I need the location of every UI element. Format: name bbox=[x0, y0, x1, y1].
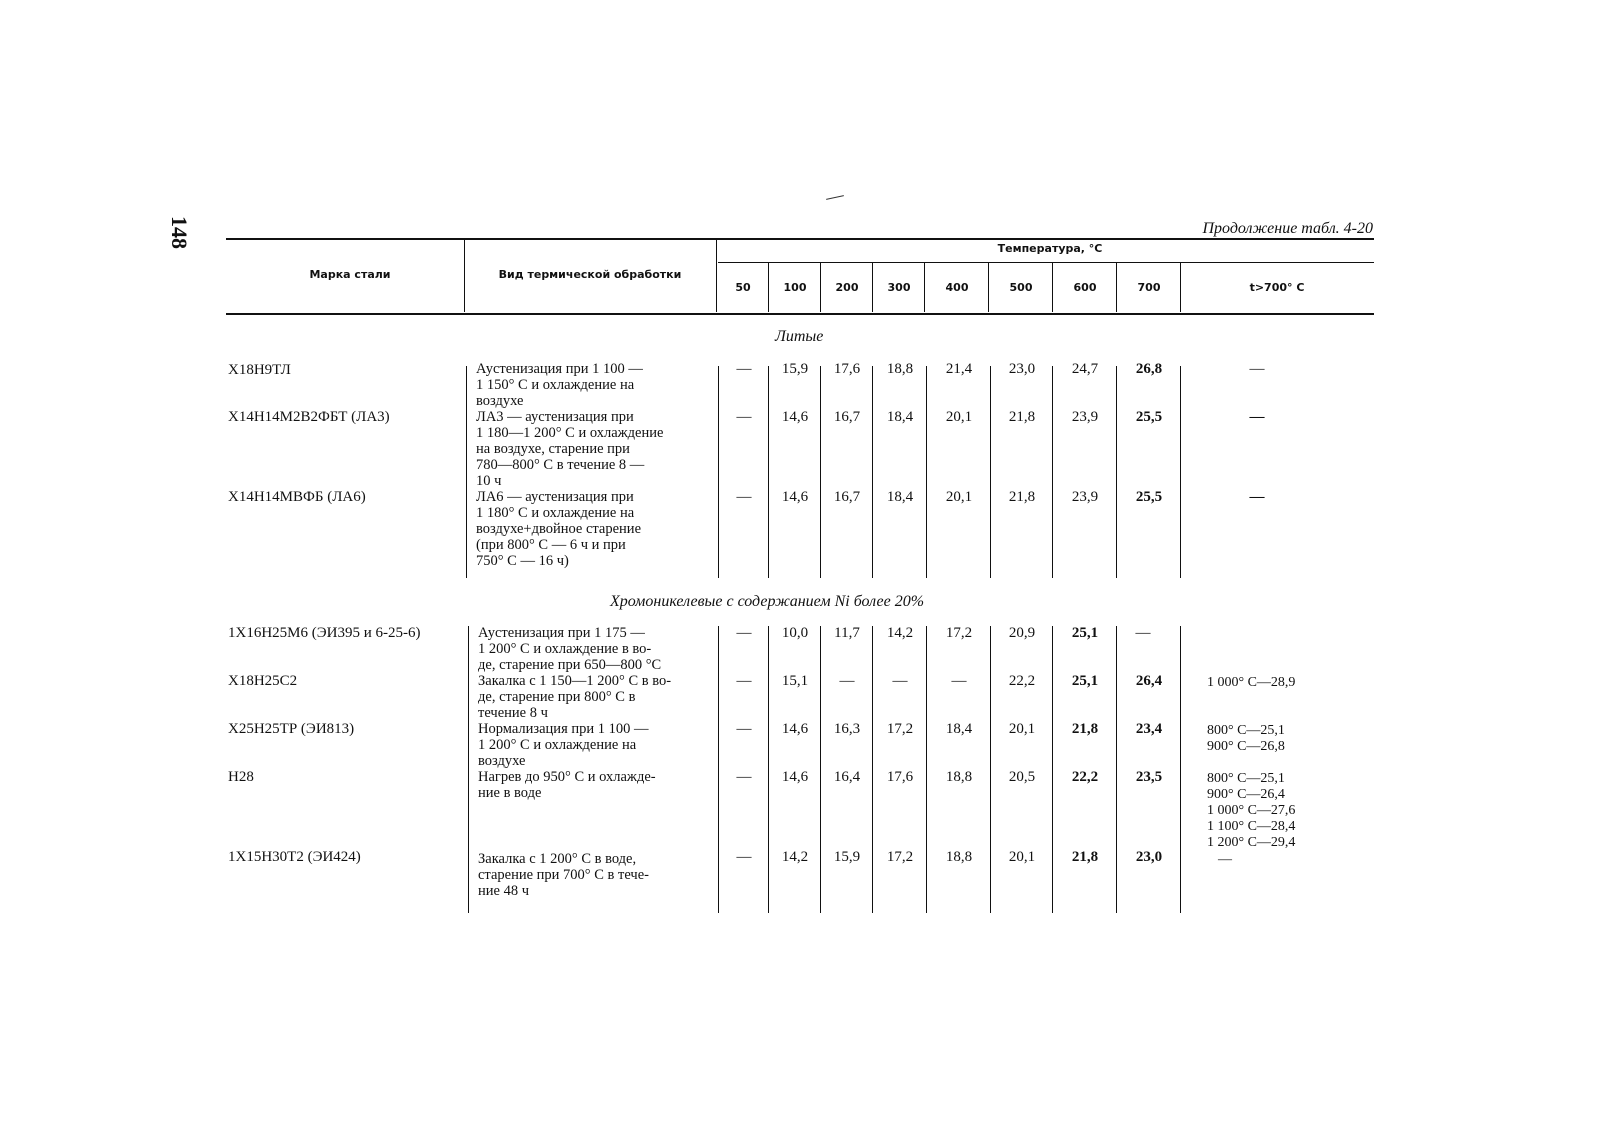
header-grade: Марка стали bbox=[309, 268, 391, 281]
body-divider bbox=[1180, 366, 1181, 578]
body-divider bbox=[718, 366, 719, 578]
heat-treatment: Нормализация при 1 100 — 1 200° С и охлаждение на воздухе bbox=[478, 721, 649, 769]
body-divider bbox=[872, 626, 873, 913]
value-100: 15,9 bbox=[781, 361, 809, 377]
header-divider bbox=[1052, 263, 1053, 312]
header-divider bbox=[872, 263, 873, 312]
heat-treatment: Нагрев до 950° С и охлажде- ние в воде bbox=[478, 769, 656, 801]
value-500: 20,5 bbox=[1008, 769, 1036, 785]
value-600: 23,9 bbox=[1071, 489, 1099, 505]
value-200: 11,7 bbox=[834, 625, 860, 641]
value-300: 14,2 bbox=[886, 625, 914, 641]
value-100: 14,6 bbox=[781, 489, 809, 505]
body-divider bbox=[1052, 626, 1053, 913]
value-100: 14,6 bbox=[781, 409, 809, 425]
value-700: — bbox=[1135, 625, 1151, 641]
value-300: 18,4 bbox=[886, 489, 914, 505]
value-700: 26,8 bbox=[1135, 361, 1163, 377]
header-divider bbox=[768, 263, 769, 312]
header-treatment: Вид термической обработки bbox=[498, 268, 682, 281]
value-600: 25,1 bbox=[1071, 673, 1099, 689]
body-divider bbox=[926, 626, 927, 913]
value-300: 17,2 bbox=[886, 849, 914, 865]
body-divider bbox=[1116, 626, 1117, 913]
value-700: 23,4 bbox=[1135, 721, 1163, 737]
value-100: 10,0 bbox=[781, 625, 809, 641]
value-300: 18,8 bbox=[886, 361, 914, 377]
value-400: 20,1 bbox=[945, 409, 973, 425]
header-temp-400: 400 bbox=[945, 281, 969, 294]
value-700: 25,5 bbox=[1135, 409, 1163, 425]
header-divider bbox=[988, 263, 989, 312]
page-number: 148 bbox=[167, 216, 192, 249]
value-600: 25,1 bbox=[1071, 625, 1099, 641]
value-600: 24,7 bbox=[1071, 361, 1099, 377]
value-above-700: — bbox=[1249, 361, 1265, 377]
value-50: — bbox=[736, 673, 752, 689]
value-200: 16,3 bbox=[833, 721, 861, 737]
header-temp-100: 100 bbox=[783, 281, 807, 294]
value-200: — bbox=[839, 673, 855, 689]
value-400: 21,4 bbox=[945, 361, 973, 377]
heat-treatment: Аустенизация при 1 100 — 1 150° С и охлаждение на воздухе bbox=[476, 361, 643, 409]
value-500: 21,8 bbox=[1008, 489, 1036, 505]
header-divider bbox=[924, 263, 925, 312]
value-300: — bbox=[892, 673, 908, 689]
header-divider bbox=[1116, 263, 1117, 312]
steel-grade: Х18Н25С2 bbox=[228, 673, 298, 689]
value-above-700: — bbox=[1249, 409, 1265, 425]
header-divider bbox=[1180, 263, 1181, 312]
section-title-chromium-nickel: Хромоникелевые с содержанием Ni более 20% bbox=[610, 593, 925, 610]
value-above-700: — bbox=[1249, 489, 1265, 505]
header-temp-500: 500 bbox=[1009, 281, 1033, 294]
value-above-700: 1 000° С—28,9 bbox=[1207, 675, 1296, 690]
body-divider bbox=[872, 366, 873, 578]
body-divider bbox=[466, 366, 467, 578]
value-200: 17,6 bbox=[833, 361, 861, 377]
value-400: 17,2 bbox=[945, 625, 973, 641]
value-500: 21,8 bbox=[1008, 409, 1036, 425]
value-700: 25,5 bbox=[1135, 489, 1163, 505]
header-temp-700: 700 bbox=[1137, 281, 1161, 294]
value-50: — bbox=[736, 361, 752, 377]
value-500: 20,1 bbox=[1008, 721, 1036, 737]
heat-treatment: ЛА3 — аустенизация при 1 180—1 200° С и охлаждение на воздухе, старение при 780—800° С в течение 8 — 10 ч bbox=[476, 409, 664, 489]
value-700: 26,4 bbox=[1135, 673, 1163, 689]
header-divider bbox=[716, 240, 717, 312]
body-divider bbox=[768, 626, 769, 913]
value-400: 20,1 bbox=[945, 489, 973, 505]
value-50: — bbox=[736, 409, 752, 425]
value-400: 18,8 bbox=[945, 849, 973, 865]
header-temp-above-700: t>700° С bbox=[1249, 281, 1305, 294]
steel-grade: 1Х16Н25М6 (ЭИ395 и 6-25-6) bbox=[228, 625, 421, 641]
top-rule bbox=[226, 238, 1374, 240]
stray-mark bbox=[826, 195, 844, 200]
steel-grade: Х14Н14МВФБ (ЛА6) bbox=[228, 489, 366, 505]
value-600: 21,8 bbox=[1071, 849, 1099, 865]
heat-treatment: Аустенизация при 1 175 — 1 200° С и охлаждение в во- де, старение при 650—800 °С bbox=[478, 625, 662, 673]
value-above-700: — bbox=[1218, 852, 1232, 867]
body-divider bbox=[820, 366, 821, 578]
value-50: — bbox=[736, 721, 752, 737]
body-divider bbox=[820, 626, 821, 913]
header-temp-600: 600 bbox=[1073, 281, 1097, 294]
value-above-700: 800° С—25,1 900° С—26,8 bbox=[1207, 723, 1285, 754]
value-600: 21,8 bbox=[1071, 721, 1099, 737]
heat-treatment: ЛА6 — аустенизация при 1 180° С и охлаждение на воздухе+двойное старение (при 800° С — 6 ч и при 750° С — 16 ч) bbox=[476, 489, 642, 569]
body-divider bbox=[1180, 626, 1181, 913]
steel-grade: Х14Н14М2В2ФБТ (ЛА3) bbox=[228, 409, 390, 425]
header-bottom-rule bbox=[226, 313, 1374, 315]
body-divider bbox=[926, 366, 927, 578]
value-700: 23,0 bbox=[1135, 849, 1163, 865]
value-100: 14,6 bbox=[781, 721, 809, 737]
value-400: 18,4 bbox=[945, 721, 973, 737]
body-divider bbox=[990, 366, 991, 578]
body-divider bbox=[1052, 366, 1053, 578]
value-100: 14,2 bbox=[781, 849, 809, 865]
value-700: 23,5 bbox=[1135, 769, 1163, 785]
body-divider bbox=[468, 626, 469, 913]
steel-grade: Х25Н25ТР (ЭИ813) bbox=[228, 721, 355, 737]
header-temp-50: 50 bbox=[735, 281, 751, 294]
steel-grade: 1Х15Н30Т2 (ЭИ424) bbox=[228, 849, 361, 865]
steel-grade: Н28 bbox=[228, 769, 254, 785]
value-600: 22,2 bbox=[1071, 769, 1099, 785]
body-divider bbox=[718, 626, 719, 913]
value-400: — bbox=[951, 673, 967, 689]
value-500: 23,0 bbox=[1008, 361, 1036, 377]
value-50: — bbox=[736, 489, 752, 505]
value-300: 17,2 bbox=[886, 721, 914, 737]
body-divider bbox=[990, 626, 991, 913]
value-100: 15,1 bbox=[781, 673, 809, 689]
value-200: 16,4 bbox=[833, 769, 861, 785]
value-100: 14,6 bbox=[781, 769, 809, 785]
value-200: 16,7 bbox=[833, 409, 861, 425]
value-300: 17,6 bbox=[886, 769, 914, 785]
header-temperature: Температура, °С bbox=[997, 242, 1103, 255]
value-50: — bbox=[736, 625, 752, 641]
value-300: 18,4 bbox=[886, 409, 914, 425]
value-200: 16,7 bbox=[833, 489, 861, 505]
header-temp-300: 300 bbox=[887, 281, 911, 294]
header-divider bbox=[464, 240, 465, 312]
body-divider bbox=[1116, 366, 1117, 578]
value-500: 20,9 bbox=[1008, 625, 1036, 641]
value-500: 22,2 bbox=[1008, 673, 1036, 689]
value-50: — bbox=[736, 849, 752, 865]
heat-treatment: Закалка с 1 150—1 200° С в во- де, старение при 800° С в течение 8 ч bbox=[478, 673, 672, 721]
value-500: 20,1 bbox=[1008, 849, 1036, 865]
temperature-group-rule bbox=[718, 262, 1374, 263]
value-above-700: 800° С—25,1 900° С—26,4 1 000° С—27,6 1 100° С—28,4 1 200° С—29,4 bbox=[1207, 771, 1296, 850]
value-600: 23,9 bbox=[1071, 409, 1099, 425]
header-divider bbox=[820, 263, 821, 312]
continuation-label: Продолжение табл. 4-20 bbox=[1202, 220, 1373, 237]
section-title-cast: Литые bbox=[775, 328, 824, 345]
steel-grade: Х18Н9ТЛ bbox=[228, 362, 291, 378]
body-divider bbox=[768, 366, 769, 578]
value-400: 18,8 bbox=[945, 769, 973, 785]
heat-treatment: Закалка с 1 200° С в воде, старение при 700° С в тече- ние 48 ч bbox=[478, 851, 649, 899]
value-200: 15,9 bbox=[833, 849, 861, 865]
header-temp-200: 200 bbox=[835, 281, 859, 294]
value-50: — bbox=[736, 769, 752, 785]
